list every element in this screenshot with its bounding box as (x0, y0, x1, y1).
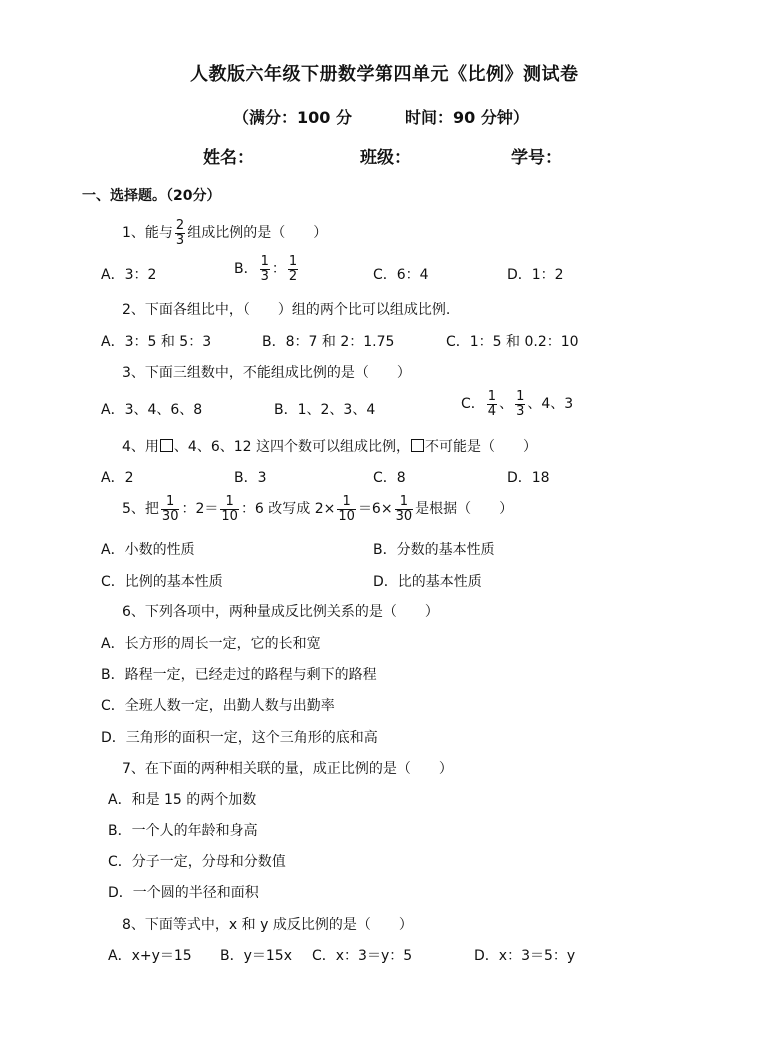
q5-f4-denominator: 30 (395, 508, 413, 524)
q4-text-pre: 4、用 (122, 439, 159, 455)
q3-c-fraction-2 (515, 390, 525, 418)
question-1 (122, 219, 327, 247)
q5-fraction-2 (220, 495, 239, 523)
q3-c-f2-numerator: 1 (516, 389, 525, 404)
q5-option-d: D．比的基本性质 (373, 574, 482, 590)
q5-text-2: ：6 改写成 2× (240, 501, 336, 518)
q5-option-c: C．比例的基本性质 (101, 574, 223, 590)
q4-option-a: A．2 (101, 470, 134, 486)
q5-f4-numerator: 1 (399, 494, 408, 509)
q8-option-b: B．y＝15x (220, 948, 292, 964)
q6-option-d: D．三角形的面积一定，这个三角形的底和高 (101, 730, 378, 746)
q3-c-f1-denominator: 4 (487, 403, 497, 419)
blank-box-icon (411, 439, 424, 452)
q5-fraction-3 (337, 495, 356, 523)
q3-option-c (461, 390, 573, 418)
question-6: 6、下列各项中，两种量成反比例关系的是（ ） (122, 604, 439, 620)
student-id-label: 学号： (511, 148, 562, 168)
q5-f3-denominator: 10 (338, 508, 355, 524)
q1-fraction (175, 219, 185, 247)
question-8: 8、下面等式中，x 和 y 成反比例的是（ ） (122, 917, 413, 933)
q7-option-d: D．一个圆的半径和面积 (108, 885, 259, 901)
q2-option-b: B．8：7 和 2：1.75 (262, 334, 395, 350)
q7-option-a: A．和是 15 的两个加数 (108, 792, 257, 808)
q1-b-f1-numerator: 1 (260, 254, 269, 269)
q1-b-f2-numerator: 1 (288, 254, 298, 269)
q3-c-suffix: 、4、3 (527, 396, 574, 413)
q5-option-b: B．分数的基本性质 (373, 542, 495, 558)
q6-option-b: B．路程一定，已经走过的路程与剩下的路程 (101, 667, 377, 683)
q1-frac-denominator: 3 (175, 232, 185, 248)
q1-b-f2-denominator: 2 (288, 268, 298, 284)
q6-option-a: A．长方形的周长一定，它的长和宽 (101, 636, 321, 652)
q1-b-colon: ： (271, 261, 286, 278)
q8-option-d: D．x：3＝5：y (474, 948, 576, 964)
q3-c-prefix: C． (461, 396, 485, 413)
full-score: （满分：100 分 (233, 108, 352, 127)
q5-text-pre: 5、把 (122, 501, 159, 518)
q1-option-b (234, 255, 300, 283)
question-5 (122, 495, 513, 523)
blank-box-icon (160, 439, 173, 452)
q4-option-d: D．18 (507, 470, 550, 486)
q1-option-a: A．3：2 (101, 267, 157, 283)
q3-c-fraction-1 (487, 390, 497, 418)
q5-text-3: ＝6× (357, 501, 393, 518)
q3-c-separator: 、 (499, 396, 514, 413)
q1-option-d: D．1：2 (507, 267, 564, 283)
q7-option-c: C．分子一定，分母和分数值 (108, 854, 286, 870)
q1-b-fraction-1 (260, 255, 270, 283)
q1-text-post: 组成比例的是（ ） (187, 225, 328, 242)
section-title: 一、选择题。（20分） (82, 188, 221, 204)
q1-b-f1-denominator: 3 (260, 268, 269, 284)
question-4 (122, 439, 537, 454)
q2-option-c: C．1：5 和 0.2：10 (446, 334, 579, 350)
q5-text-4: 是根据（ ） (415, 501, 514, 518)
q5-option-a: A．小数的性质 (101, 542, 195, 558)
q5-f2-denominator: 10 (221, 508, 238, 524)
name-label: 姓名： (203, 148, 254, 168)
question-2: 2、下面各组比中，（ ）组的两个比可以组成比例. (122, 302, 451, 318)
q8-option-c: C．x：3＝y：5 (312, 948, 413, 964)
q4-text-post: 不可能是（ ） (425, 439, 538, 455)
q7-option-b: B．一个人的年龄和身高 (108, 823, 258, 839)
q2-option-a: A．3：5 和 5：3 (101, 334, 212, 350)
q5-text-1: ：2＝ (181, 501, 219, 518)
q1-b-prefix: B． (234, 261, 258, 278)
page-title: 人教版六年级下册数学第四单元《比例》测试卷 (190, 64, 579, 85)
q8-option-a: A．x+y＝15 (108, 948, 192, 964)
q6-option-c: C．全班人数一定，出勤人数与出勤率 (101, 698, 335, 714)
question-7: 7、在下面的两种相关联的量，成正比例的是（ ） (122, 761, 453, 777)
q4-option-b: B．3 (234, 470, 267, 486)
q4-option-c: C．8 (373, 470, 406, 486)
q5-f1-denominator: 30 (161, 508, 179, 524)
q3-option-b: B．1、2、3、4 (274, 402, 376, 418)
q1-text-pre: 1、能与 (122, 225, 173, 242)
q5-fraction-4 (395, 495, 414, 523)
q4-text-mid: 、4、6、12 这四个数可以组成比例， (173, 439, 411, 455)
q5-f2-numerator: 1 (225, 494, 234, 509)
q3-c-f2-denominator: 3 (516, 403, 525, 419)
q3-option-a: A．3、4、6、8 (101, 402, 203, 418)
question-3: 3、下面三组数中，不能组成比例的是（ ） (122, 365, 411, 381)
q1-option-c: C．6：4 (373, 267, 429, 283)
q5-f1-numerator: 1 (166, 494, 175, 509)
q1-frac-numerator: 2 (175, 218, 185, 233)
q1-b-fraction-2 (288, 255, 298, 283)
q5-f3-numerator: 1 (342, 494, 351, 509)
class-label: 班级： (360, 148, 411, 168)
q5-fraction-1 (161, 495, 180, 523)
time-limit: 时间：90 分钟） (405, 108, 529, 127)
q3-c-f1-numerator: 1 (487, 389, 497, 404)
